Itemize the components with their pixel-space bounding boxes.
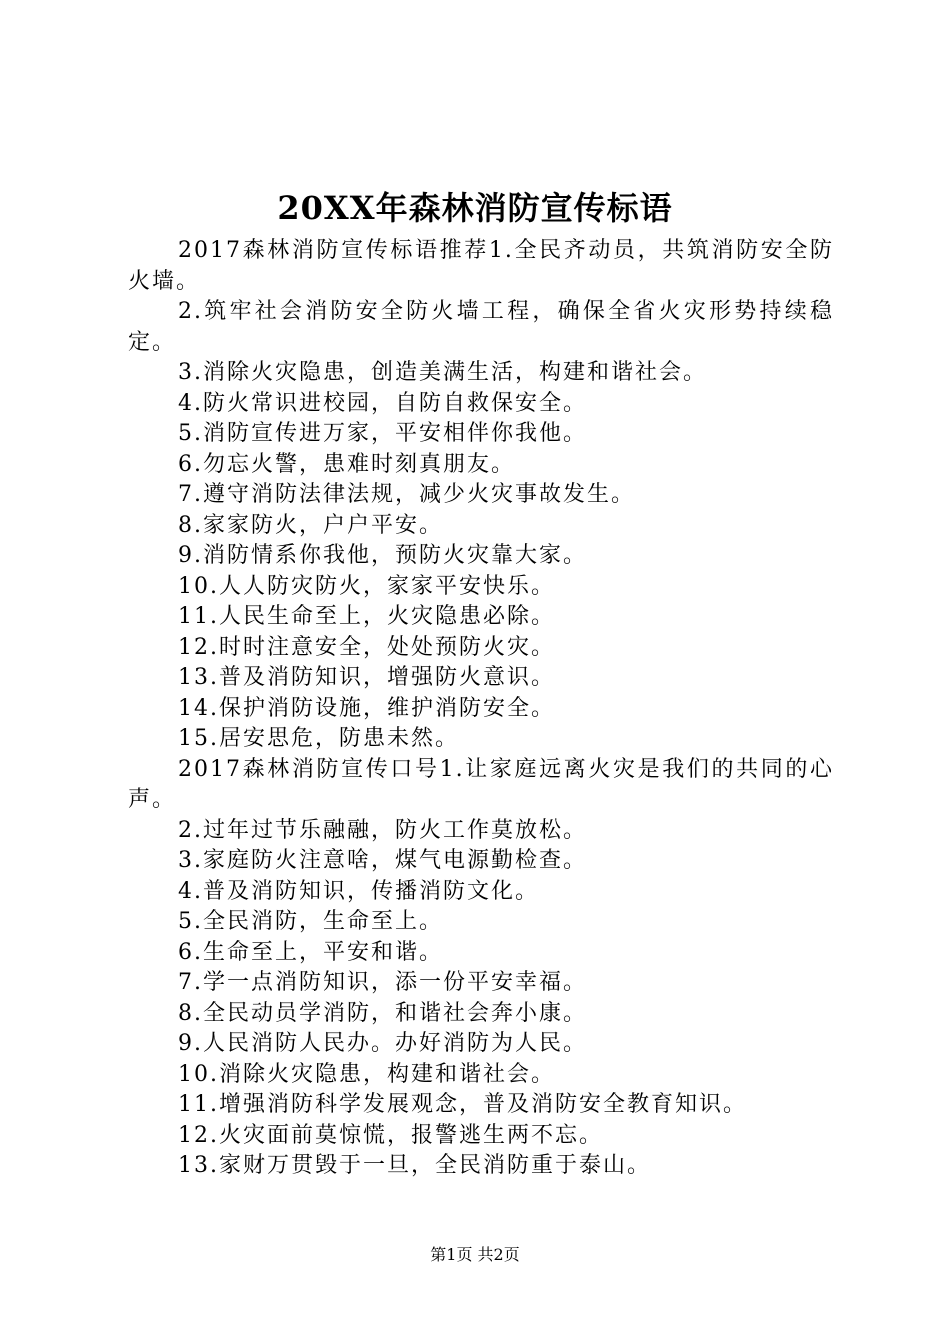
paragraph: 5.全民消防，生命至上。 bbox=[178, 909, 443, 934]
paragraph: 7.学一点消防知识，添一份平安幸福。 bbox=[178, 970, 587, 995]
paragraph: 5.消防宣传进万家，平安相伴你我他。 bbox=[178, 421, 587, 446]
paragraph: 7.遵守消防法律法规，减少火灾事故发生。 bbox=[178, 482, 635, 507]
paragraph: 10.消除火灾隐患，构建和谐社会。 bbox=[178, 1061, 555, 1087]
paragraph: 13.普及消防知识，增强防火意识。 bbox=[178, 665, 555, 690]
paragraph: 9.消防情系你我他，预防火灾靠大家。 bbox=[178, 543, 587, 568]
paragraph: 11.人民生命至上，火灾隐患必除。 bbox=[178, 604, 555, 629]
paragraph: 8.家家防火，户户平安。 bbox=[178, 512, 443, 538]
paragraph: 2017森林消防宣传口号1.让家庭远离火灾是我们的共同的心声。 bbox=[128, 756, 834, 812]
page-number-footer: 第1页 共2页 bbox=[430, 1245, 520, 1264]
paragraph: 4.普及消防知识，传播消防文化。 bbox=[178, 878, 539, 904]
paragraph: 2017森林消防宣传标语推荐1.全民齐动员，共筑消防安全防火墙。 bbox=[128, 238, 834, 294]
paragraph: 6.勿忘火警，患难时刻真朋友。 bbox=[178, 451, 515, 477]
paragraph: 15.居安思危，防患未然。 bbox=[178, 726, 459, 751]
paragraph: 13.家财万贯毁于一旦，全民消防重于泰山。 bbox=[178, 1153, 651, 1178]
paragraph: 3.家庭防火注意啥，煤气电源勤检查。 bbox=[178, 848, 587, 873]
paragraph: 11.增强消防科学发展观念，普及消防安全教育知识。 bbox=[178, 1092, 747, 1117]
document-title: 20XX年森林消防宣传标语 bbox=[277, 189, 673, 227]
paragraph: 9.人民消防人民办。办好消防为人民。 bbox=[178, 1031, 587, 1056]
paragraph: 2.过年过节乐融融，防火工作莫放松。 bbox=[178, 817, 587, 843]
paragraph: 10.人人防灾防火，家家平安快乐。 bbox=[178, 573, 555, 599]
paragraph: 3.消除火灾隐患，创造美满生活，构建和谐社会。 bbox=[178, 360, 707, 385]
paragraph: 2.筑牢社会消防安全防火墙工程，确保全省火灾形势持续稳定。 bbox=[128, 299, 834, 355]
paragraph: 12.火灾面前莫惊慌，报警逃生两不忘。 bbox=[178, 1122, 603, 1148]
paragraph: 6.生命至上，平安和谐。 bbox=[178, 939, 443, 965]
document-body bbox=[128, 236, 834, 1182]
paragraph: 8.全民动员学消防，和谐社会奔小康。 bbox=[178, 1000, 587, 1026]
paragraph: 12.时时注意安全，处处预防火灾。 bbox=[178, 634, 555, 660]
paragraph: 4.防火常识进校园，自防自救保安全。 bbox=[178, 390, 587, 416]
paragraph: 14.保护消防设施，维护消防安全。 bbox=[178, 695, 555, 721]
